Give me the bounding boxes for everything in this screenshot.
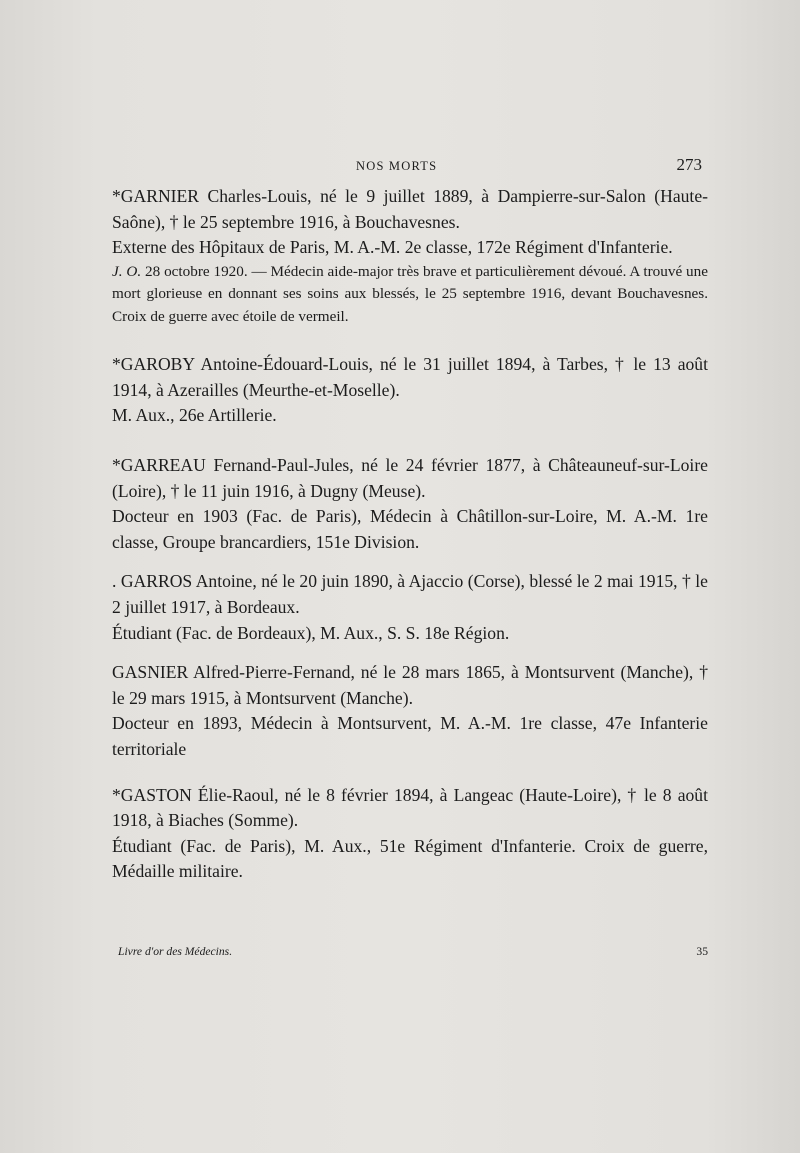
entry-headline: GASNIER Alfred-Pierre-Fernand, né le 28 mars 1865, à Montsurvent (Manche), † le 29 mars 1915, à Montsurvent (Manche).	[112, 662, 708, 708]
page-number: 273	[676, 155, 702, 174]
entry-gasnier	[112, 660, 708, 762]
entry-headline: *GARREAU Fernand-Paul-Jules, né le 24 février 1877, à Châteauneuf-sur-Loire (Loire), † le 11 juin 1916, à Dugny (Meuse).	[112, 455, 708, 501]
entry-garoby	[112, 352, 708, 429]
page-footer	[118, 945, 708, 965]
entry-headline: *GASTON Élie-Raoul, né le 8 février 1894, à Langeac (Haute-Loire), † le 8 août 1918, à Biaches (Somme).	[112, 784, 708, 831]
entry-details: Docteur en 1893, Médecin à Montsurvent, M. A.-M. 1re classe, 47e Infanterie territoriale	[112, 713, 708, 759]
entry-headline: *GAROBY Antoine-Édouard-Louis, né le 31 juillet 1894, à Tarbes, † le 13 août 1914, à Azerailles (Meurthe-et-Moselle).	[112, 354, 708, 400]
entry-headline: *GARNIER Charles-Louis, né le 9 juillet 1889, à Dampierre-sur-Salon (Haute-Saône), † le 25 septembre 1916, à Bouchavesnes.	[112, 186, 708, 232]
page-content	[112, 150, 708, 897]
citation-text: 28 octobre 1920. — Médecin aide-major très brave et particulièrement dévoué. A trouvé une mort glorieuse en donnant ses soins aux blessés, le 25 septembre 1916, devant Bouchavesnes. Croix de guerre avec étoile de vermeil.	[112, 262, 708, 325]
entry-headline: . GARROS Antoine, né le 20 juin 1890, à Ajaccio (Corse), blessé le 2 mai 1915, † le 2 juillet 1917, à Bordeaux.	[112, 571, 708, 618]
signature-mark: 35	[696, 945, 708, 958]
entry-garros	[112, 569, 708, 646]
entry-details: Étudiant (Fac. de Paris), M. Aux., 51e Régiment d'Infanterie. Croix de guerre, Médaille militaire.	[112, 835, 708, 882]
entry-garreau	[112, 453, 708, 555]
citation-source: J. O.	[112, 262, 142, 280]
entry-details: Étudiant (Fac. de Bordeaux), M. Aux., S. S. 18e Région.	[112, 622, 510, 643]
page-header	[112, 150, 708, 184]
running-title: NOS MORTS	[356, 159, 438, 173]
book-title: Livre d'or des Médecins.	[118, 945, 233, 958]
entry-details: M. Aux., 26e Artillerie.	[112, 405, 277, 426]
entry-details: Docteur en 1903 (Fac. de Paris), Médecin à Châtillon-sur-Loire, M. A.-M. 1re classe, Groupe brancardiers, 151e Division.	[112, 506, 708, 552]
entry-citation	[112, 261, 708, 329]
entry-details: Externe des Hôpitaux de Paris, M. A.-M. 2e classe, 172e Régiment d'Infanterie.	[112, 237, 673, 258]
entry-gaston	[112, 783, 708, 885]
entry-garnier	[112, 184, 708, 328]
